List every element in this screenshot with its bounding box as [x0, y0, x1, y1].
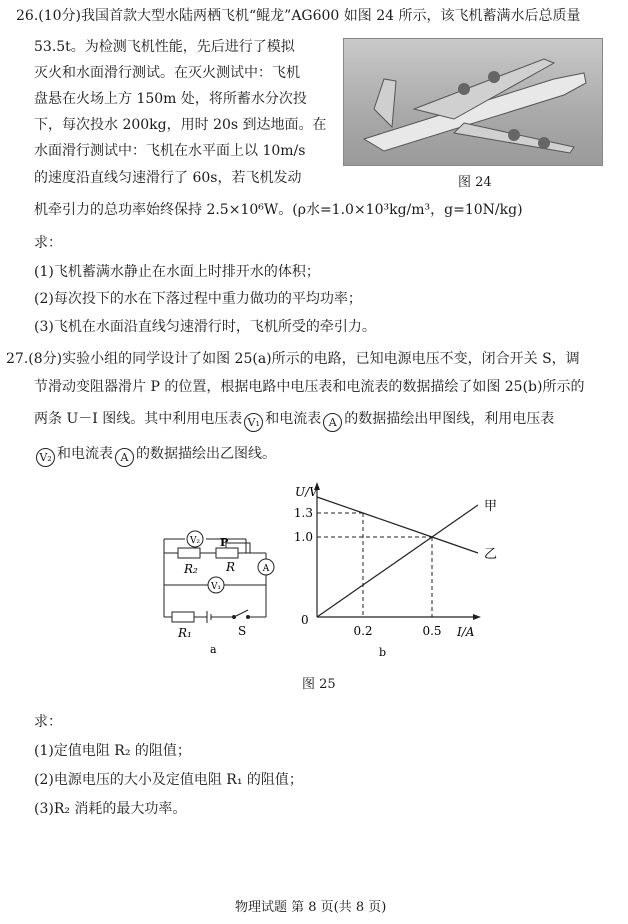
q26-line8: 机牵引力的总功率始终保持 2.5×10⁶W。(ρ水=1.0×10³kg/m³，g=10N/kg): [34, 202, 523, 218]
q26-line2: 53.5t。为检测飞机性能，先后进行了模拟: [34, 39, 295, 55]
circuit-diagram: [150, 515, 280, 655]
circuit-r1-label: R₁: [178, 626, 192, 640]
q26-line6: 水面滑行测试中：飞机在水平面上以 10m/s: [34, 143, 306, 159]
circuit-p-label: P: [220, 536, 229, 549]
circuit-a-label: A: [262, 564, 270, 574]
q26-ask: 求：: [34, 235, 62, 251]
q26-item-1: (1)飞机蓄满水静止在水面上时排开水的体积；: [34, 264, 320, 280]
series-line-1: [317, 505, 478, 617]
series-label-2: 乙: [484, 547, 498, 562]
x-tick-label-1: 0.2: [353, 624, 373, 638]
circuit-s-label: S: [238, 624, 247, 638]
q27-ask: 求：: [34, 714, 62, 730]
voltmeter-v2-icon: V₂: [36, 448, 55, 467]
figure-24-caption: 图 24: [458, 175, 492, 190]
q26-item-3: (3)飞机在水面沿直线匀速滑行时，飞机所受的牵引力。: [34, 319, 376, 335]
q27-item-3: (3)R₂ 消耗的最大功率。: [34, 801, 187, 817]
q26-line5: 下，每次投水 200kg，用时 20s 到达地面。在: [34, 117, 327, 133]
figure-25-caption: 图 25: [302, 677, 336, 692]
circuit-v2-label: V₂: [189, 536, 201, 546]
y-axis-label: U/V: [295, 485, 318, 499]
q27-line3: 两条 U－I 图线。其中利用电压表 V₁ 和电流表 A 的数据描绘出甲图线，利用电压表: [34, 409, 554, 432]
ammeter-icon: A: [115, 448, 134, 467]
ui-chart: [285, 476, 498, 659]
y-tick-label-1: 1.3: [293, 506, 313, 520]
circuit-v1-label: V₁: [210, 582, 222, 592]
q26-line7: 的速度沿直线匀速滑行了 60s，若飞机发动: [34, 170, 302, 186]
q26-item-2: (2)每次投下的水在下落过程中重力做功的平均功率；: [34, 291, 362, 307]
voltmeter-v1-icon: V₁: [244, 413, 263, 432]
circuit-r2-label: R₂: [184, 562, 198, 576]
airplane-icon: [344, 39, 602, 165]
q26-line1: 26.(10分)我国首款大型水陆两栖飞机“鲲龙”AG600 如图 24 所示，该飞机蓄满水后总质量: [16, 8, 581, 24]
chart-sub-label: b: [379, 646, 387, 659]
q27-line4: V₂ 和电流表 A 的数据描绘出乙图线。: [34, 444, 276, 467]
origin-label: 0: [301, 613, 309, 627]
x-tick-label-2: 0.5: [422, 624, 442, 638]
q27-item-2: (2)电源电压的大小及定值电阻 R₁ 的阻值；: [34, 772, 303, 788]
series-label-1: 甲: [484, 499, 498, 514]
circuit-r-label: R: [226, 560, 236, 574]
q26-line4: 盘悬在火场上方 150m 处，将所蓄水分次投: [34, 91, 307, 107]
q27-item-1: (1)定值电阻 R₂ 的阻值；: [34, 743, 191, 759]
circuit-sub-label: a: [210, 643, 217, 656]
series-line-2: [317, 497, 478, 553]
page-footer: 物理试题 第 8 页(共 8 页): [235, 900, 387, 915]
ammeter-icon: A: [323, 413, 342, 432]
y-tick-label-2: 1.0: [293, 530, 313, 544]
q27-line1: 27.(8分)实验小组的同学设计了如图 25(a)所示的电路，已知电源电压不变，闭合开关 S，调: [6, 351, 580, 367]
x-axis-label: I/A: [457, 625, 475, 639]
airplane-photo: [343, 38, 603, 166]
q26-line3: 灭火和水面滑行测试。在灭火测试中：飞机: [34, 65, 300, 81]
q27-line2: 节滑动变阻器滑片 P 的位置，根据电路中电压表和电流表的数据描绘了如图 25(b)所示的: [34, 379, 585, 395]
